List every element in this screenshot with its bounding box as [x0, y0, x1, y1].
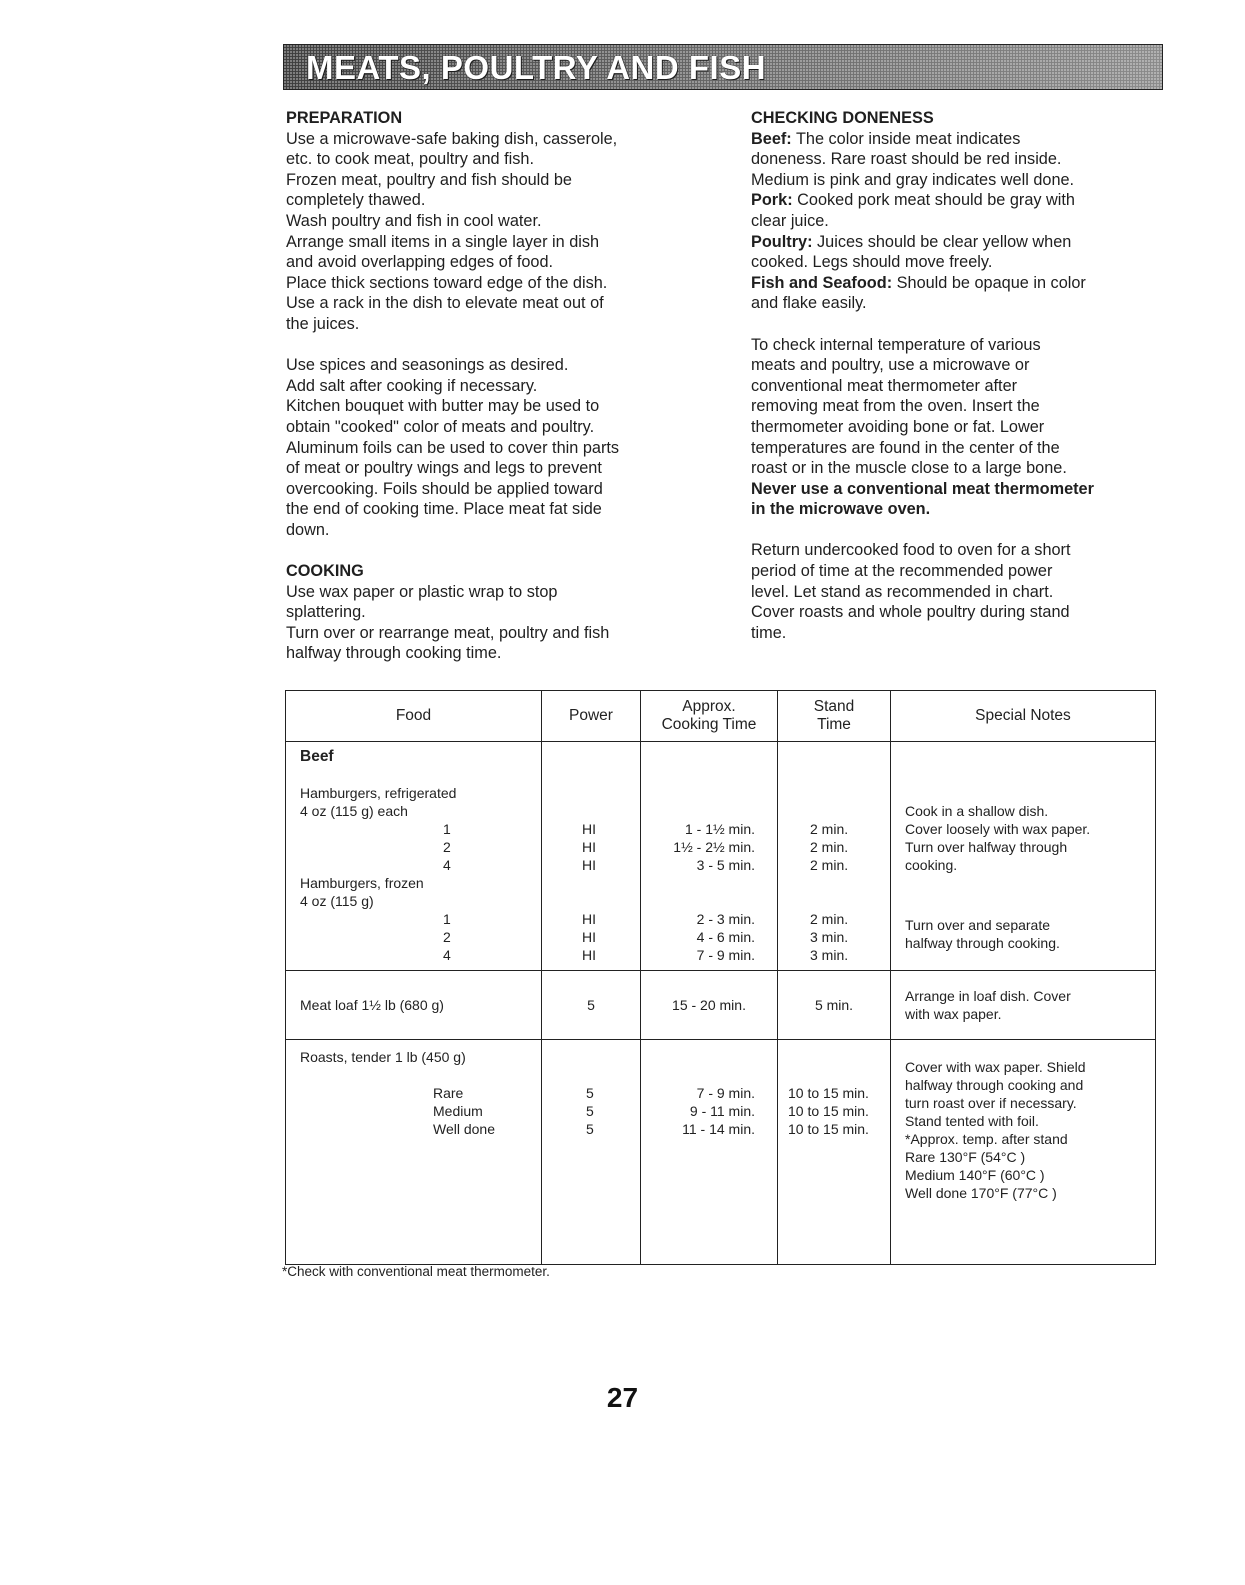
header-special-notes: Special Notes [891, 691, 1156, 742]
power-value: HI [582, 929, 596, 945]
text-line: Frozen meat, poultry and fish should be [286, 170, 572, 189]
text-line: Use a microwave-safe baking dish, casserole, [286, 129, 618, 148]
note-line: Cover loosely with wax paper. [905, 821, 1091, 837]
text-line: meats and poultry, use a microwave or [751, 356, 1030, 375]
doneness-heading: CHECKING DONENESS [751, 109, 934, 127]
stand-time: 5 min. [814, 997, 854, 1013]
text-line: overcooking. Foils should be applied toward [286, 479, 603, 498]
text-line: Kitchen bouquet with butter may be used to [286, 397, 600, 416]
power-cell [542, 971, 641, 1040]
text-line: Wash poultry and fish in cool water. [286, 211, 542, 230]
text-line: removing meat from the oven. Insert the [751, 397, 1040, 416]
special-notes-cell [891, 742, 1156, 971]
cooking-time: 7 - 9 min. [696, 1085, 755, 1101]
text-line: Place thick sections toward edge of the dish. [286, 273, 608, 292]
group-label-beef: Beef [300, 748, 334, 765]
text-line: splattering. [286, 603, 366, 622]
food-item: Hamburgers, refrigerated [300, 785, 457, 801]
food-weight: 4 oz (115 g) each [300, 803, 408, 819]
special-notes-cell [891, 1040, 1156, 1265]
note-line: Cook in a shallow dish. [905, 803, 1049, 819]
food-cell [286, 742, 542, 971]
power-value: 5 [587, 997, 595, 1013]
doneness-level: Rare [433, 1085, 464, 1101]
table-header-row [286, 691, 1156, 742]
cooking-time-cell [641, 1040, 778, 1265]
text-line: Use wax paper or plastic wrap to stop [286, 582, 558, 601]
quantity: 1 [443, 821, 451, 837]
text-line: Cover roasts and whole poultry during stand [751, 603, 1070, 622]
header-cooking-time [641, 691, 778, 742]
text-line: temperatures are found in the center of the [751, 438, 1060, 457]
section-title: MEATS, POULTRY AND FISH [306, 49, 767, 86]
header-food: Food [286, 691, 542, 742]
quantity: 2 [443, 839, 451, 855]
warning-line: in the microwave oven. [751, 500, 931, 519]
text-line: To check internal temperature of various [751, 335, 1041, 354]
stand-time: 3 min. [810, 929, 849, 945]
table-row [286, 971, 1156, 1040]
quantity: 1 [443, 911, 451, 927]
stand-time-cell [778, 742, 891, 971]
cooking-chart [285, 690, 1156, 1265]
power-cell [542, 742, 641, 971]
note-line: with wax paper. [905, 1006, 1002, 1022]
text-line: and flake easily. [751, 294, 867, 313]
text-line: Aluminum foils can be used to cover thin parts [286, 438, 620, 457]
cooking-time: 4 - 6 min. [696, 929, 755, 945]
page-number: 27 [606, 1382, 639, 1413]
text-line: period of time at the recommended power [751, 562, 1053, 581]
food-weight: 4 oz (115 g) [300, 893, 374, 909]
power-value: 5 [586, 1121, 594, 1137]
text-line: the end of cooking time. Place meat fat side [286, 500, 602, 519]
cooking-time-cell [641, 742, 778, 971]
header-line: Cooking Time [661, 716, 757, 733]
note-line: Cover with wax paper. Shield [905, 1059, 1086, 1075]
header-line: Approx. [682, 698, 736, 715]
power-value: HI [582, 821, 596, 837]
food-cell [286, 971, 542, 1040]
text-span: Juices should be clear yellow when [812, 232, 1072, 251]
stand-time-cell [778, 1040, 891, 1265]
fish-label: Fish and Seafood: [751, 273, 893, 292]
beef-doneness-line [751, 129, 1094, 150]
text-span: Should be opaque in color [892, 273, 1086, 292]
stand-time: 2 min. [810, 911, 849, 927]
preparation-heading: PREPARATION [286, 109, 403, 127]
warning-line: Never use a conventional meat thermometer [751, 479, 1094, 498]
stand-time: 3 min. [810, 947, 849, 963]
text-line: Arrange small items in a single layer in dish [286, 232, 600, 251]
note-line: Turn over halfway through [905, 839, 1068, 855]
header-line: Stand [813, 698, 855, 715]
stand-time: 10 to 15 min. [788, 1103, 869, 1119]
text-line: the juices. [286, 314, 360, 333]
text-line: Use a rack in the dish to elevate meat out of [286, 294, 604, 313]
stand-time: 2 min. [810, 821, 849, 837]
note-line: Medium 140°F (60°C ) [905, 1167, 1045, 1183]
special-notes-cell [891, 971, 1156, 1040]
cooking-time: 1 - 1½ min. [684, 821, 755, 837]
header-power: Power [542, 691, 641, 742]
poultry-doneness-line [751, 232, 1094, 253]
note-line: Rare 130°F (54°C ) [905, 1149, 1026, 1165]
food-cell [286, 1040, 542, 1265]
text-line: obtain "cooked" color of meats and poultry. [286, 417, 595, 436]
text-line: roast or in the muscle close to a large bone. [751, 459, 1067, 478]
pork-doneness-line [751, 190, 1094, 211]
doneness-level: Medium [433, 1103, 483, 1119]
quantity: 2 [443, 929, 451, 945]
header-line: Time [817, 716, 851, 733]
note-line: Stand tented with foil. [905, 1113, 1039, 1129]
table-row [286, 1040, 1156, 1265]
text-line: clear juice. [751, 211, 829, 230]
note-line: halfway through cooking. [905, 935, 1060, 951]
note-line: cooking. [905, 857, 958, 873]
pork-label: Pork: [751, 191, 793, 210]
note-line: halfway through cooking and [905, 1077, 1084, 1093]
cooking-time: 7 - 9 min. [696, 947, 755, 963]
fish-doneness-line [751, 273, 1094, 294]
cooking-time: 1½ - 2½ min. [673, 839, 755, 855]
cooking-time-cell [641, 971, 778, 1040]
power-value: HI [582, 947, 596, 963]
table-row [286, 742, 1156, 971]
text-line: down. [286, 520, 330, 539]
text-line: completely thawed. [286, 191, 426, 210]
text-line: Add salt after cooking if necessary. [286, 376, 538, 395]
note-line: Arrange in loaf dish. Cover [905, 988, 1071, 1004]
doneness-level: Well done [433, 1121, 496, 1137]
text-line: of meat or poultry wings and legs to prevent [286, 459, 602, 478]
power-value: HI [582, 839, 596, 855]
text-line: cooked. Legs should move freely. [751, 253, 993, 272]
text-line: level. Let stand as recommended in chart. [751, 582, 1054, 601]
note-line: turn roast over if necessary. [905, 1095, 1077, 1111]
text-line: Return undercooked food to oven for a short [751, 541, 1071, 560]
text-line: halfway through cooking time. [286, 644, 502, 663]
header-stand-time [778, 691, 891, 742]
quantity: 4 [443, 947, 451, 963]
stand-time: 10 to 15 min. [788, 1085, 869, 1101]
text-line: doneness. Rare roast should be red inside. [751, 150, 1062, 169]
section-banner [283, 44, 1163, 90]
power-cell [542, 1040, 641, 1265]
footnote: *Check with conventional meat thermometer. [282, 1264, 550, 1279]
cooking-heading: COOKING [286, 562, 364, 581]
text-line: thermometer avoiding bone or fat. Lower [751, 417, 1045, 436]
note-line: Turn over and separate [905, 917, 1051, 933]
stand-time: 2 min. [810, 839, 849, 855]
beef-label: Beef: [751, 129, 792, 148]
power-value: HI [582, 857, 596, 873]
note-line: *Approx. temp. after stand [905, 1131, 1068, 1147]
cooking-time: 9 - 11 min. [689, 1103, 755, 1119]
stand-time: 10 to 15 min. [788, 1121, 869, 1137]
note-line: Well done 170°F (77°C ) [905, 1185, 1057, 1201]
power-value: HI [582, 911, 596, 927]
power-value: 5 [586, 1103, 594, 1119]
cooking-time: 3 - 5 min. [696, 857, 755, 873]
text-line: Use spices and seasonings as desired. [286, 356, 569, 375]
text-line: Medium is pink and gray indicates well done. [751, 170, 1075, 189]
right-column [751, 108, 1094, 643]
text-line: conventional meat thermometer after [751, 376, 1018, 395]
text-line: time. [751, 623, 787, 642]
text-line: etc. to cook meat, poultry and fish. [286, 150, 534, 169]
stand-time: 2 min. [810, 857, 849, 873]
cooking-time: 11 - 14 min. [682, 1121, 755, 1137]
stand-time-cell [778, 971, 891, 1040]
power-value: 5 [586, 1085, 594, 1101]
text-line: Turn over or rearrange meat, poultry and fish [286, 623, 610, 642]
food-item: Hamburgers, frozen [300, 875, 424, 891]
text-line: and avoid overlapping edges of food. [286, 253, 554, 272]
poultry-label: Poultry: [751, 232, 813, 251]
cooking-time: 2 - 3 min. [696, 911, 755, 927]
quantity: 4 [443, 857, 451, 873]
text-span: Cooked pork meat should be gray with [792, 191, 1075, 210]
food-item: Meat loaf 1½ lb (680 g) [300, 997, 444, 1013]
food-item: Roasts, tender 1 lb (450 g) [300, 1049, 466, 1065]
cooking-time: 15 - 20 min. [672, 997, 746, 1013]
left-column [286, 108, 619, 664]
text-span: The color inside meat indicates [791, 129, 1021, 148]
